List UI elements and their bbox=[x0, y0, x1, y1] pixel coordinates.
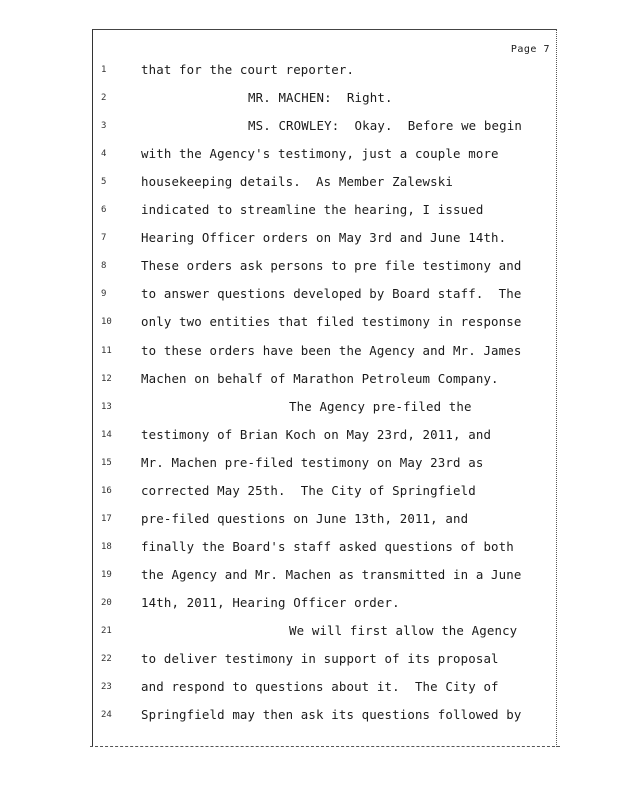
transcript-line bbox=[93, 62, 558, 80]
line-text: Mr. Machen pre-filed testimony on May 23rd as bbox=[141, 454, 484, 470]
line-number: 15 bbox=[101, 457, 112, 468]
transcript-line bbox=[93, 511, 558, 529]
line-text: indicated to streamline the hearing, I issued bbox=[141, 202, 484, 218]
line-text: finally the Board's staff asked questions of both bbox=[141, 538, 514, 554]
line-number: 20 bbox=[101, 597, 112, 608]
line-number: 21 bbox=[101, 626, 112, 636]
line-text: We will first allow the Agency bbox=[289, 623, 518, 638]
line-number: 18 bbox=[101, 541, 112, 552]
line-text: MR. MACHEN: Right. bbox=[248, 90, 393, 106]
line-number: 5 bbox=[101, 177, 107, 188]
transcript-line bbox=[93, 146, 558, 164]
line-number: 9 bbox=[101, 289, 107, 300]
line-number: 24 bbox=[101, 710, 112, 721]
line-number: 14 bbox=[101, 429, 112, 440]
transcript-page bbox=[92, 29, 557, 747]
line-number: 7 bbox=[101, 233, 107, 244]
line-text: the Agency and Mr. Machen as transmitted in a June bbox=[141, 566, 522, 582]
line-number: 17 bbox=[101, 513, 112, 524]
line-number: 19 bbox=[101, 569, 112, 580]
transcript-line bbox=[93, 314, 558, 332]
transcript-line bbox=[93, 202, 558, 220]
transcript-line bbox=[93, 427, 558, 445]
line-number: 11 bbox=[101, 345, 112, 356]
transcript-line bbox=[93, 371, 558, 389]
line-text: testimony of Brian Koch on May 23rd, 2011, and bbox=[141, 426, 492, 442]
line-number: 22 bbox=[101, 654, 112, 665]
transcript-line bbox=[93, 707, 558, 725]
transcript-line bbox=[93, 623, 558, 641]
line-text: Machen on behalf of Marathon Petroleum Company. bbox=[141, 370, 499, 386]
line-text: that for the court reporter. bbox=[141, 62, 355, 77]
transcript-line bbox=[93, 286, 558, 304]
transcript-line bbox=[93, 539, 558, 557]
line-number: 23 bbox=[101, 682, 112, 693]
line-number: 13 bbox=[101, 401, 112, 412]
transcript-line bbox=[93, 567, 558, 585]
transcript-line bbox=[93, 343, 558, 361]
line-text: housekeeping details. As Member Zalewski bbox=[141, 174, 454, 190]
transcript-line bbox=[93, 90, 558, 108]
page-number: Page 7 bbox=[510, 44, 550, 55]
transcript-line bbox=[93, 679, 558, 697]
transcript-line bbox=[93, 230, 558, 248]
line-number: 2 bbox=[101, 93, 107, 104]
line-text: Springfield may then ask its questions followed by bbox=[141, 707, 522, 723]
transcript-line bbox=[93, 483, 558, 501]
line-number: 10 bbox=[101, 317, 112, 328]
line-text: MS. CROWLEY: Okay. Before we begin bbox=[248, 118, 522, 134]
line-text: The Agency pre-filed the bbox=[289, 398, 472, 414]
line-text: corrected May 25th. The City of Springfield bbox=[141, 482, 476, 498]
line-text: only two entities that filed testimony in response bbox=[141, 314, 522, 330]
transcript-line bbox=[93, 651, 558, 669]
line-text: These orders ask persons to pre file testimony and bbox=[141, 258, 522, 274]
line-number: 8 bbox=[101, 261, 107, 272]
line-text: Hearing Officer orders on May 3rd and June 14th. bbox=[141, 230, 507, 246]
bottom-rule bbox=[90, 746, 560, 747]
transcript-line bbox=[93, 118, 558, 136]
line-text: to these orders have been the Agency and Mr. James bbox=[141, 342, 522, 358]
line-number: 4 bbox=[101, 149, 107, 160]
line-text: to answer questions developed by Board staff. The bbox=[141, 286, 522, 302]
line-number: 6 bbox=[101, 205, 107, 216]
line-number: 3 bbox=[101, 121, 107, 132]
line-text: 14th, 2011, Hearing Officer order. bbox=[141, 594, 400, 610]
line-text: and respond to questions about it. The City of bbox=[141, 679, 499, 695]
transcript-line bbox=[93, 455, 558, 473]
transcript-line bbox=[93, 258, 558, 276]
transcript-line bbox=[93, 595, 558, 613]
line-number: 12 bbox=[101, 373, 112, 384]
line-text: pre-filed questions on June 13th, 2011, and bbox=[141, 510, 469, 526]
line-number: 16 bbox=[101, 485, 112, 496]
line-number: 1 bbox=[101, 65, 107, 75]
line-text: with the Agency's testimony, just a couple more bbox=[141, 146, 499, 162]
transcript-line bbox=[93, 174, 558, 192]
transcript-line bbox=[93, 399, 558, 417]
line-text: to deliver testimony in support of its proposal bbox=[141, 651, 499, 667]
